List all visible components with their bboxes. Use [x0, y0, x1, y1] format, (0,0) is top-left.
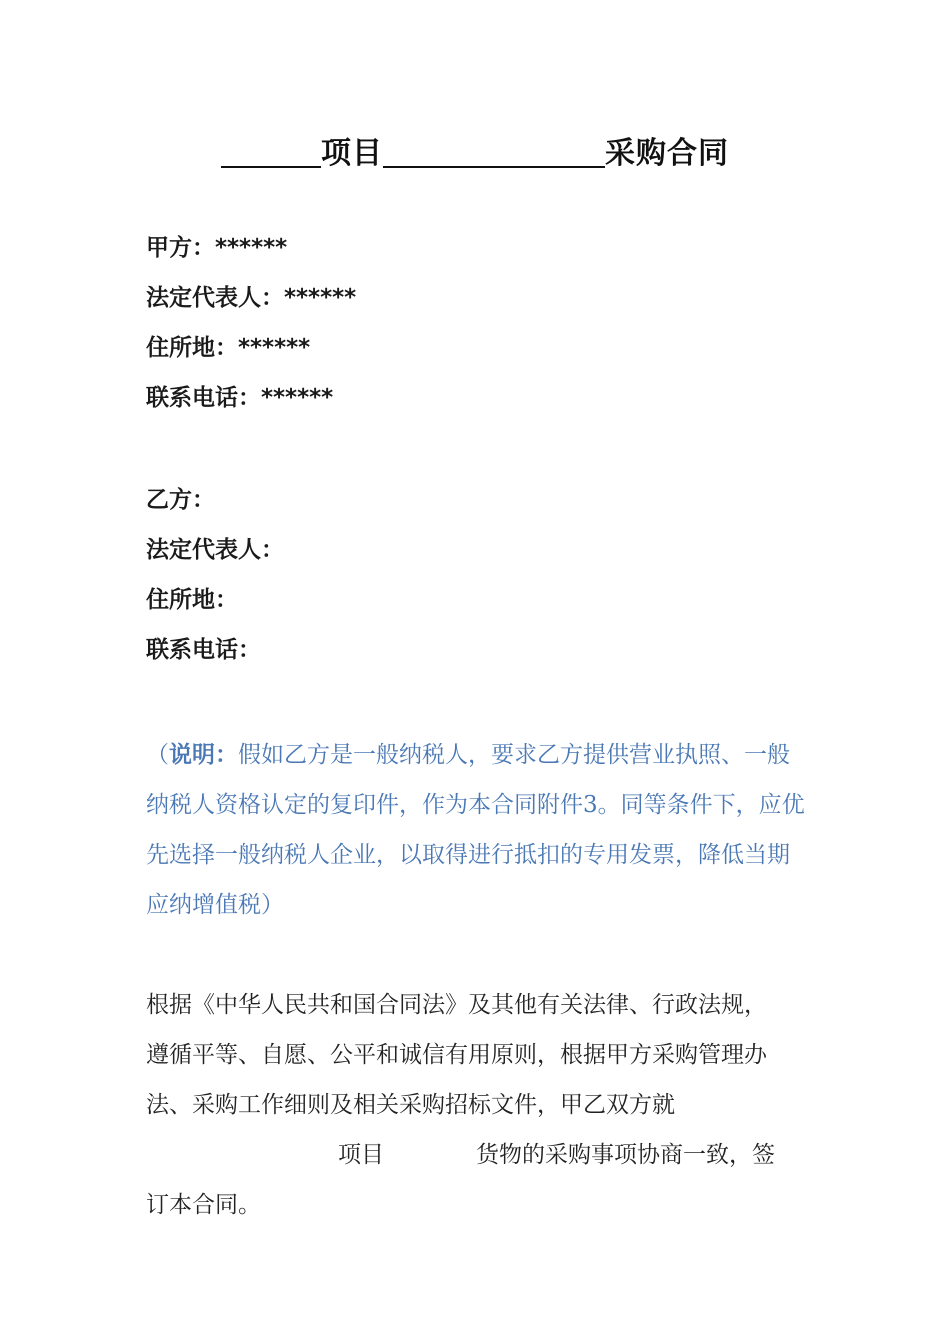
party-b-name: 乙方：: [146, 487, 215, 513]
note-label: 说明：: [169, 742, 238, 768]
title-blank-goods-name: [383, 138, 605, 168]
preamble-part-1: 根据《中华人民共和国合同法》及其他有关法律、行政法规，遵循平等、自愿、公平和诚信有用原则，根据甲方采购管理办法、采购工作细则及相关采购招标文件，甲乙双方就: [146, 992, 767, 1118]
party-a-address: 住所地：******: [146, 335, 311, 361]
party-b-phone: 联系电话：: [146, 637, 261, 663]
title-blank-project-name: [221, 138, 321, 168]
title-project-word: 项目: [321, 136, 383, 171]
party-b-address: 住所地：: [146, 587, 238, 613]
party-b-representative: 法定代表人：: [146, 537, 284, 563]
note-text: 假如乙方是一般纳税人，要求乙方提供营业执照、一般纳税人资格认定的复印件，作为本合同附件3。同等条件下，应优先选择一般纳税人企业，以取得进行抵扣的专用发票，降低当期应纳增值税）: [146, 742, 805, 918]
preamble-project-word: 项目: [338, 1142, 384, 1168]
title-contract-word: 采购合同: [605, 136, 729, 171]
explanatory-note: [146, 730, 806, 930]
contract-preamble: [146, 980, 786, 1230]
party-a-representative: 法定代表人：******: [146, 285, 357, 311]
preamble-part-2: 货物的采购事项协商一致，签订本合同。: [146, 1142, 775, 1218]
party-a-name: 甲方：******: [146, 235, 288, 261]
party-a-phone: 联系电话：******: [146, 385, 334, 411]
contract-title: [0, 128, 950, 172]
note-open-paren: （: [146, 742, 169, 768]
